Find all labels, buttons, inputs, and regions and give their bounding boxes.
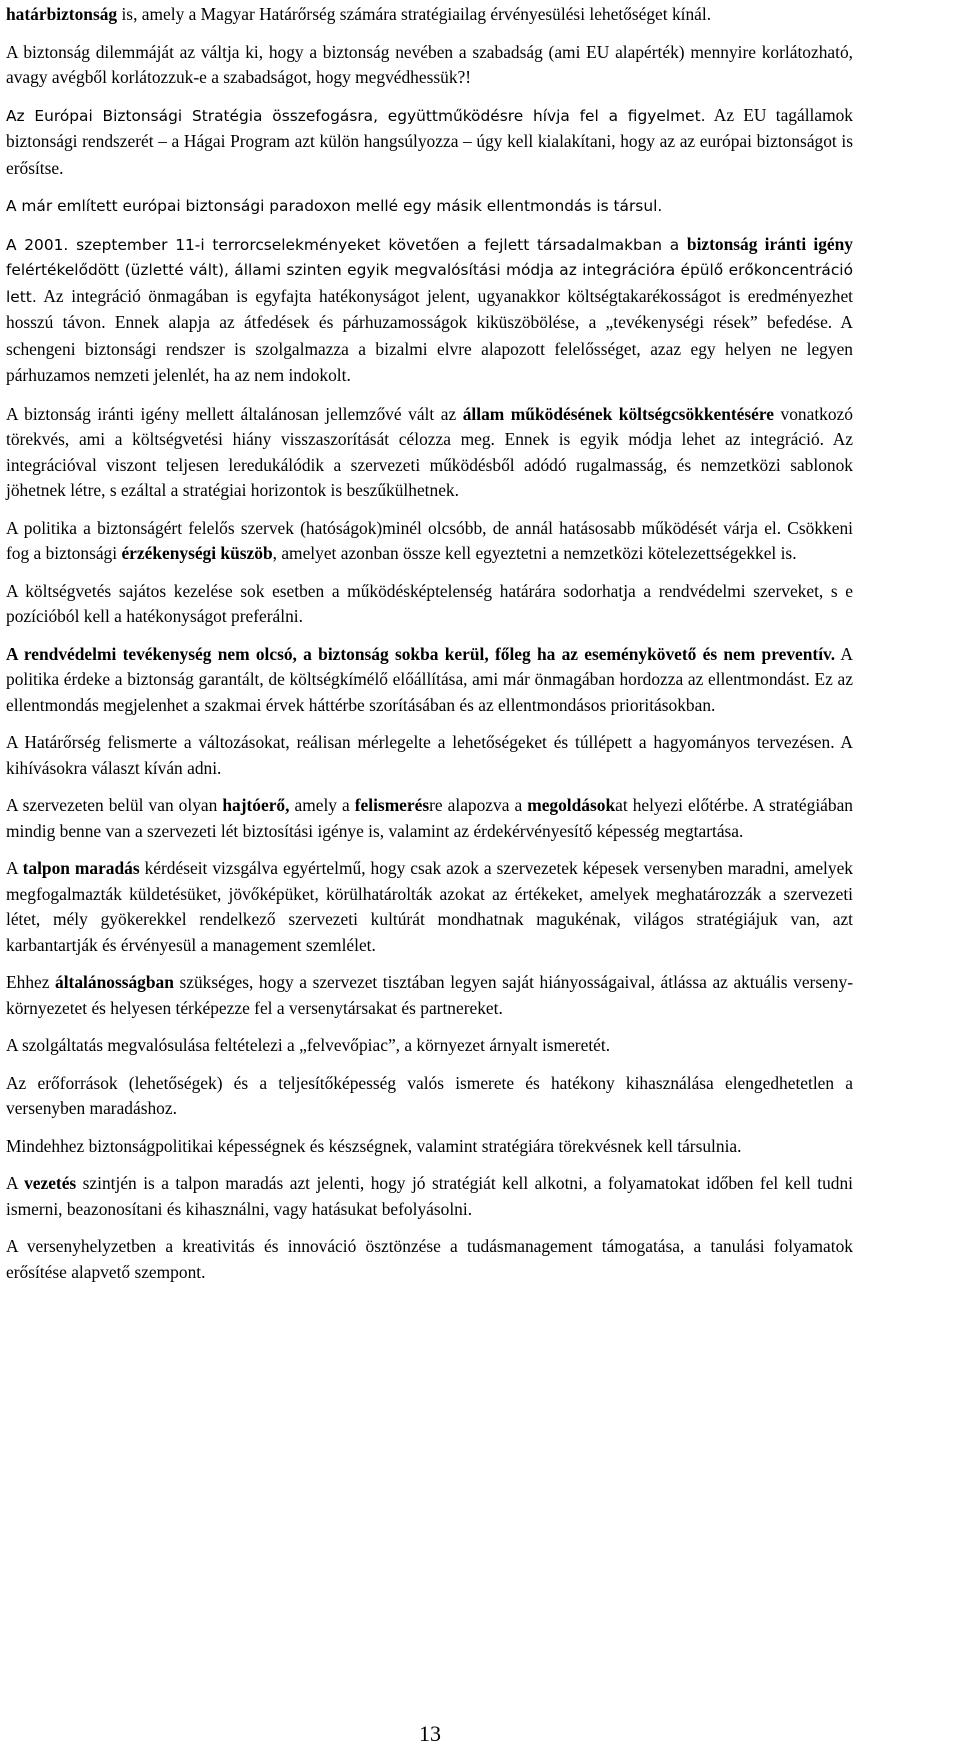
text-run: Mindehhez biztonságpolitikai képességnek és készségnek, valamint stratégiára törekvésnek kell társulnia. (6, 1135, 742, 1156)
text-run: A politika érdeke a biztonság garantált, de költségkímélő előállítása, ami már önmagában hordozza az ellentmondást. Ez az ellentmondás megjelenhet a szakmai érvek háttérbe szorításában és az ellentmondásos prioritásokban. (6, 643, 853, 715)
text-run: , amelyet azonban össze kell egyeztetni a nemzetközi kötelezettségekkel is. (272, 543, 797, 563)
bold-text: A rendvédelmi tevékenység nem olcsó, a biztonság sokba kerül, főleg ha az eseménykövető és nem preventív. (6, 643, 836, 664)
paragraph (6, 1171, 853, 1222)
text-run: is, amely a Magyar Határőrség számára stratégiailag érvényesülési lehetőséget kínál. (117, 4, 712, 24)
text-run: Az integráció önmagában is egyfajta hatékonyságot jelent, ugyanakkor költségtakarékosságot is eredményezhet hosszú távon. Ennek alapja az átfedések és párhuzamosságok kiküszöbölése, a „tevékenységi rések” befedése. A schengeni biztonsági rendszer is szolgalmazza a bizalmi elvre alapozott felelősséget, azaz egy helyen ne legyen párhuzamos nemzeti jelenlét, ha az nem indokolt. (6, 285, 853, 385)
bold-text: biztonság iránti igény (686, 233, 853, 254)
paragraph (6, 1071, 853, 1122)
bold-text: felismerés (354, 795, 430, 815)
paragraph (6, 1033, 853, 1059)
text-run: A versenyhelyzetben a kreativitás és innováció ösztönzése a tudásmanagement támogatása, a tanulási folyamatok erősítése alapvető szempont. (6, 1236, 853, 1282)
paragraph (6, 1134, 853, 1160)
text-run: szükséges, hogy a szervezet tisztában legyen saját hiányosságaival, átlássa az aktuális verseny-környezetet és helyesen térképezze fel a versenytársakat és partnereket. (6, 972, 853, 1018)
bold-text: hajtóerő, (222, 795, 290, 815)
paragraph (6, 2, 853, 28)
text-run: A (6, 1173, 25, 1193)
text-run: A biztonság dilemmáját az váltja ki, hogy a biztonság nevében a szabadság (ami EU alapérték) mennyire korlátozható, avagy avégből korlátozzuk-e a szabadságot, hogy megvédhessük?! (6, 41, 853, 87)
text-run: re alapozva a (429, 795, 528, 815)
text-run: A 2001. szeptember 11-i terrorcselekményeket követően a fejlett társadalmakban a (6, 235, 687, 254)
text-run: szintjén is a talpon maradás azt jelenti, hogy jó stratégiát kell alkotni, a folyamatokat időben fel kell tudni ismerni, beazonosítani és kihasználni, vagy hatásukat befolyásolni. (6, 1173, 854, 1219)
bold-text: érzékenységi küszöb (121, 543, 273, 563)
bold-text: vezetés (24, 1173, 77, 1193)
paragraph (6, 1234, 853, 1285)
text-run: vonatkozó törekvés, ami a költségvetési hiány visszaszorítását célozza meg. Ennek is egyik módja lehet az integráció. Az integrációval viszont teljesen leredukálódik a szervezeti működésből adódó rugalmasság, és nemzetközi sablonok jöhetnek létre, s ezáltal a stratégiai horizontok is beszűkülhetnek. (6, 403, 853, 500)
document-body (6, 2, 853, 1297)
paragraph (6, 402, 853, 504)
bold-text: talpon maradás (22, 858, 140, 878)
text-run: A Határőrség felismerte a változásokat, reálisan mérlegelte a lehetőségeket és túllépett a hagyományos tervezésen. A kihívásokra választ kíván adni. (6, 732, 853, 778)
paragraph (6, 730, 853, 781)
paragraph (6, 579, 853, 630)
paragraph (6, 793, 853, 844)
text-run: A politika a biztonságért felelős szervek (hatóságok)minél olcsóbb, de annál hatásosabb működését várja el. Csökkeni fog a biztonsági (6, 517, 853, 563)
text-run: amely a (289, 795, 355, 815)
text-run: A már említett európai biztonsági paradoxon mellé egy másik ellentmondás is társul. (6, 197, 663, 215)
paragraph (6, 194, 853, 220)
paragraph (6, 516, 853, 567)
text-run: A költségvetés sajátos kezelése sok esetben a működésképtelenség határára sodorhatja a rendvédelmi szerveket, s e pozícióból kell a hatékonyságot preferálni. (6, 580, 853, 626)
bold-text: állam működésének költségcsökkentésére (462, 403, 774, 424)
paragraph (6, 232, 853, 390)
paragraph (6, 856, 853, 958)
text-run: A szervezeten belül van olyan (6, 795, 223, 815)
text-run: Ehhez (6, 972, 56, 992)
text-run: A (6, 858, 23, 878)
paragraph (6, 642, 853, 719)
text-run: A szolgáltatás megvalósulása feltételezi a „felvevőpiac”, a környezet árnyalt ismeretét. (6, 1035, 611, 1055)
bold-text: megoldások (527, 795, 616, 815)
text-run: kérdéseit vizsgálva egyértelmű, hogy csak azok a szervezetek képesek versenyben maradni, amelyek megfogalmazták küldetésüket, jövőképüket, körülhatárolták azokat az értékeket, amelyek meghatározzák a szervezeti létet, mély gyökerekkel rendelkező szervezeti kultúrát mondhatnak magukénak, világos stratégiájuk van, azt karbantartják és érvényesül a management szemlélet. (6, 858, 854, 955)
text-run: Az Európai Biztonsági Stratégia összefogásra, együttműködésre hívja fel a figyelmet. (6, 106, 706, 125)
paragraph (6, 40, 853, 91)
text-run: felértékelődött (üzletté vált), állami szinten egyik megvalósítási módja az integrációra épülő erőkoncentráció lett. (6, 261, 853, 306)
text-run: Az erőforrások (lehetőségek) és a teljesítőképesség valós ismerete és hatékony kihasználása elengedhetetlen a versenyben maradáshoz. (6, 1072, 853, 1118)
text-run: Az EU tagállamok biztonsági rendszerét – a Hágai Program azt külön hangsúlyozza – úgy kell kialakítani, hogy az az európai biztonságot is erősítse. (6, 104, 853, 178)
page-number: 13 (419, 1721, 441, 1746)
text-run: A biztonság iránti igény mellett általánosan jellemzővé vált az (6, 403, 463, 424)
paragraph (6, 103, 853, 183)
paragraph (6, 970, 853, 1021)
bold-text: általánosságban (55, 972, 174, 992)
bold-text: határbiztonság (6, 4, 118, 24)
text-run: at helyezi előtérbe. A stratégiában mindig benne van a szervezeti lét biztosítási igénye is, valamint az érdekérvényesítő képesség megtartása. (6, 795, 853, 841)
